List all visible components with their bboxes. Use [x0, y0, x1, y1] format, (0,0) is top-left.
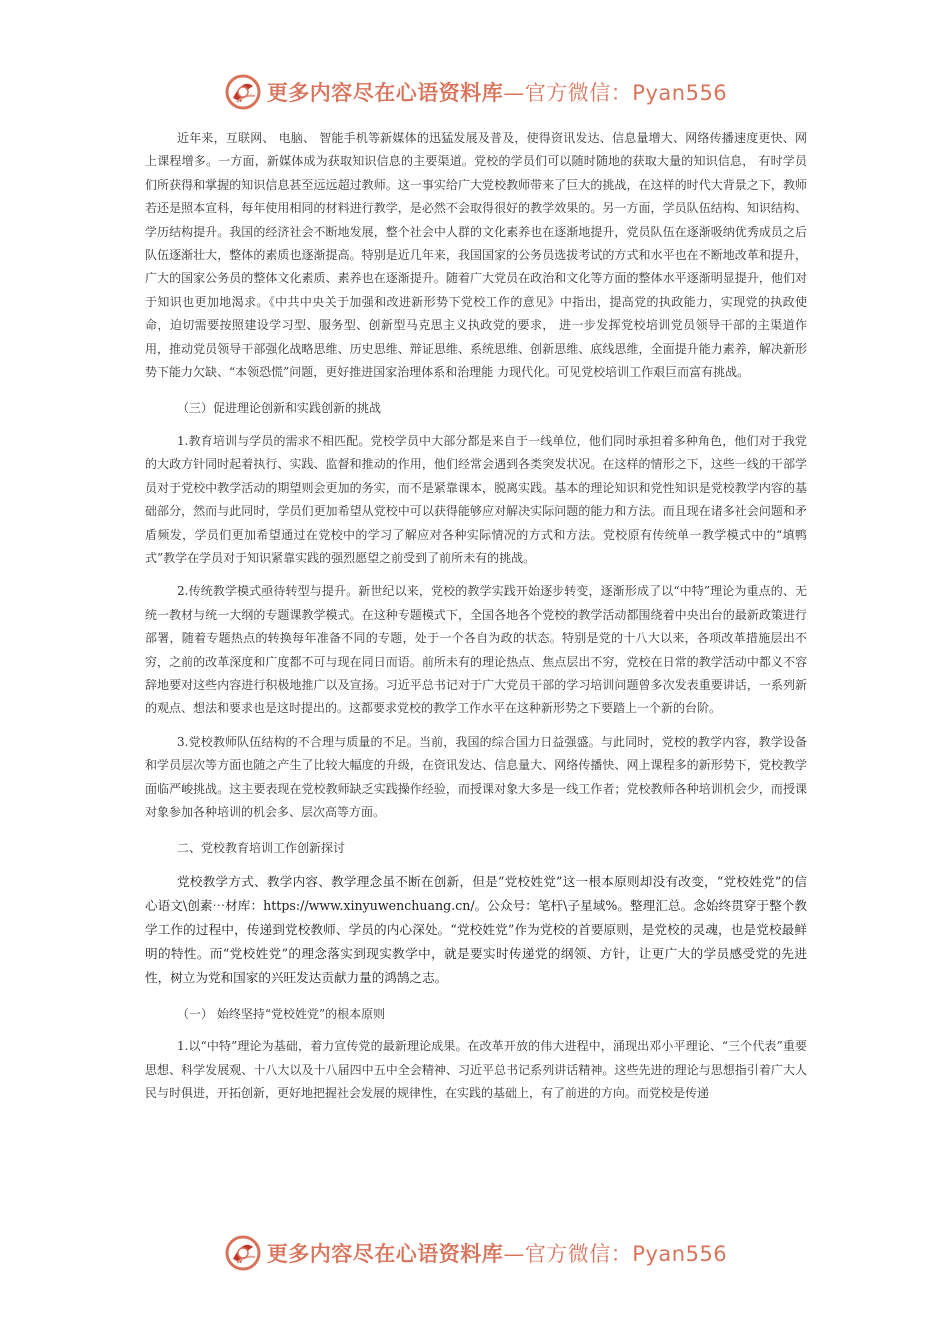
ribbon-logo-icon	[223, 1233, 263, 1273]
banner-wechat-text: —官方微信：Pyan556	[503, 81, 728, 105]
paragraph-5: 党校教学方式、教学内容、教学理念虽不断在创新，但是“党校姓党”这一根本原则却没有改变，“党校姓党”的信心语文\创素⋯材库：https://www.xinyuwenchuang.cn/。公众号：笔杆\子星域%。整理汇总。念始终贯穿于整个教学工作的过程中，传递到党校教师、学员的内心深处。“党校姓党”作为党校的首要原则，是党校的灵魂，也是党校最鲜明的特性。而“党校姓党”的理念落实到现实教学中，就是要实时传递党的纲领、方针，让更广大的学员感受党的先进性，树立为党和国家的兴旺发达贡献力量的鸿鹄之志。	[145, 873, 807, 985]
banner-main-text: 更多内容尽在心语资料库	[266, 81, 504, 105]
banner-wechat-text: —官方微信：Pyan556	[503, 1242, 728, 1266]
footer-banner	[0, 1231, 950, 1275]
section-heading-3: （三）促进理论创新和实践创新的挑战	[177, 401, 382, 416]
document-body	[145, 127, 807, 1105]
paragraph-2: 1.教育培训与学员的需求不相匹配。党校学员中大部分都是来自于一线单位，他们同时承担着多种角色，他们对于我党的大政方针同时起着执行、实践、监督和推动的作用，他们经常会遇到各类突发状况。在这样的情形之下，这些一线的干部学员对于党校中教学活动的期望则会更加的务实，而不是紧靠课本，脱离实践。基本的理论知识和党性知识是党校教学内容的基础部分，然而与此同时，学员们更加希望从党校中可以获得能够应对解决实际问题的能力和方法。而且现在诸多社会问题和矛盾频发，学员们更加希望通过在党校中的学习了解应对各种实际情况的方式和方法。党校原有传统单一教学模式中的“填鸭式”教学在学员对于知识紧靠实践的强烈愿望之前受到了前所未有的挑战。	[145, 433, 807, 565]
paragraph-3: 2.传统教学模式亟待转型与提升。新世纪以来，党校的教学实践开始逐步转变，逐渐形成了以“中特”理论为重点的、无统一教材与统一大纲的专题课教学模式。在这种专题模式下，全国各地各个党校的教学活动都围绕着中央出台的最新政策进行部署，随着专题热点的转换每年准备不同的专题，处于一个各自为政的状态。特别是党的十八大以来，各项改革措施层出不穷，之前的改革深度和广度都不可与现在同日而语。前所未有的理论热点、焦点层出不穷，党校在日常的教学活动中都义不容辞地要对这些内容进行积极地推广以及宣扬。习近平总书记对于广大党员干部的学习培训问题曾多次发表重要讲话，一系列新的观点、想法和要求也是这时提出的。这都要求党校的教学工作水平在这种新形势之下要踏上一个新的台阶。	[145, 584, 807, 716]
header-banner	[0, 70, 950, 114]
ribbon-logo-icon	[223, 72, 263, 112]
banner-text	[267, 77, 727, 107]
subsection-heading-1: （一） 始终坚持“党校姓党”的根本原则	[177, 1006, 386, 1021]
banner-main-text: 更多内容尽在心语资料库	[266, 1242, 504, 1266]
paragraph-1: 近年来，互联网、 电脑、 智能手机等新媒体的迅猛发展及普及，使得资讯发达、信息量增大、网络传播速度更快、网上课程增多。一方面，新媒体成为获取知识信息的主要渠道。党校的学员们可以随时随地的获取大量的知识信息， 有时学员们所获得和掌握的知识信息甚至远远超过教师。这一事实给广大党校教师带来了巨大的挑战，在这样的时代大背景之下，教师若还是照本宣科，每年使用相同的材料进行教学，是必然不会取得很好的教学效果的。另一方面，学员队伍结构、知识结构、学历结构提升。我国的经济社会不断地发展，整个社会中人群的文化素养也在逐渐地提升，党员队伍在逐渐吸纳优秀成员之后队伍逐渐壮大，整体的素质也逐渐提高。特别是近几年来，我国国家的公务员选拔考试的方式和水平也在不断地改革和提升，广大的国家公务员的整体文化素质、素养也在逐渐提升。随着广大党员在政治和文化等方面的整体水平逐渐明显提升，他们对于知识也更加地渴求。《中共中央关于加强和改进新形势下党校工作的意见》中指出，提高党的执政能力，实现党的执政使命，迫切需要按照建设学习型、服务型、创新型马克思主义执政党的要求， 进一步发挥党校培训党员领导干部的主渠道作用，推动党员领导干部强化战略思维、历史思维、辩证思维、系统思维、创新思维、底线思维，全面提升能力素养，解决新形势下能力欠缺、“本领恐慌”问题，更好推进国家治理体系和治理能 力现代化。可见党校培训工作艰巨而富有挑战。	[145, 131, 807, 380]
banner-text	[267, 1238, 727, 1268]
section-heading-2: 二、党校教育培训工作创新探讨	[177, 841, 346, 856]
paragraph-6: 1.以“中特”理论为基础，着力宣传党的最新理论成果。在改革开放的伟大进程中，涌现出邓小平理论、“三个代表”重要思想、科学发展观、十八大以及十八届四中五中全会精神、习近平总书记系列讲话精神。这些先进的理论与思想指引着广大人民与时俱进，开拓创新，更好地把握社会发展的规律性，在实践的基础上，有了前进的方向。而党校是传递	[145, 1039, 807, 1100]
paragraph-4: 3.党校教师队伍结构的不合理与质量的不足。当前，我国的综合国力日益强盛。与此同时，党校的教学内容，教学设备和学员层次等方面也随之产生了比较大幅度的升级，在资讯发达、信息量大、网络传播快、网上课程多的新形势下，党校教学面临严峻挑战。这主要表现在党校教师缺乏实践操作经验，而授课对象大多是一线工作者；党校教师各种培训机会少，而授课对象参加各种培训的机会多、层次高等方面。	[145, 734, 807, 819]
